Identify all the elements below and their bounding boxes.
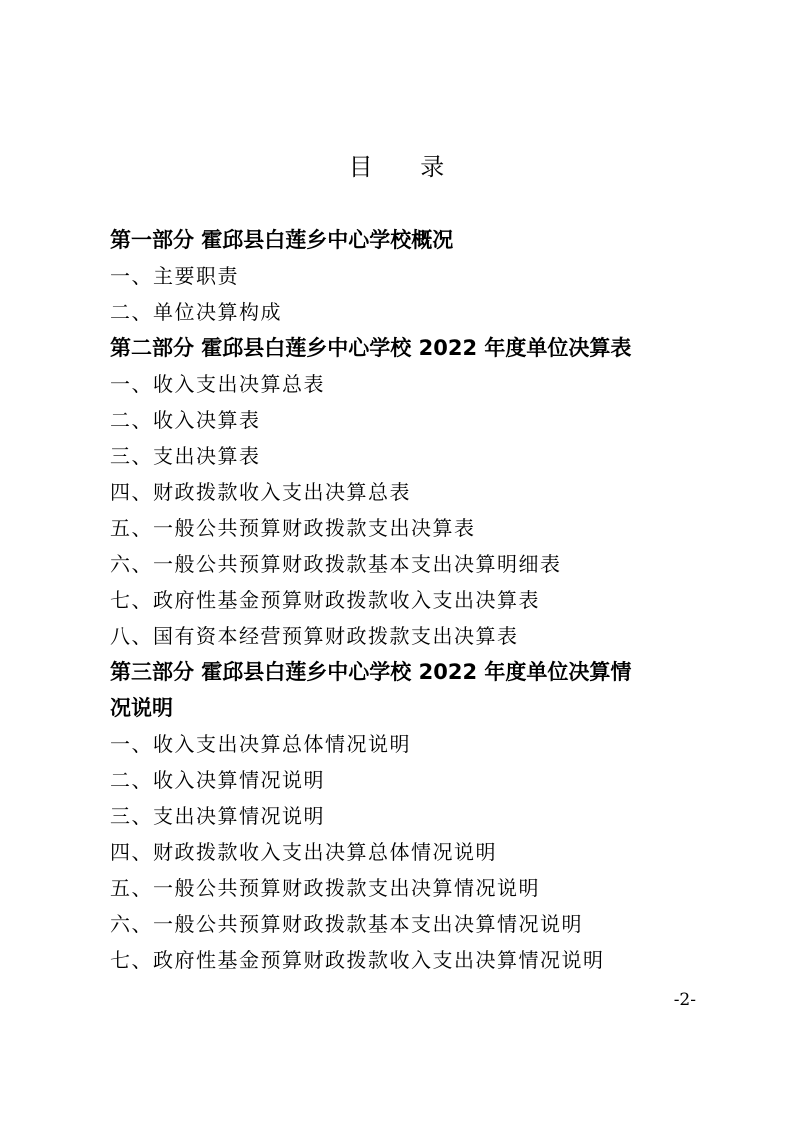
toc-part-3-heading-line-1: 第三部分 霍邱县白莲乡中心学校 2022 年度单位决算情: [110, 660, 632, 684]
toc-item[interactable]: 一、收入支出决算总表: [110, 372, 325, 396]
toc-item[interactable]: 六、一般公共预算财政拨款基本支出决算明细表: [110, 552, 562, 576]
toc-item[interactable]: 一、主要职责: [110, 264, 239, 288]
toc-item[interactable]: 七、政府性基金预算财政拨款收入支出决算表: [110, 588, 540, 612]
page-title: 目 录: [348, 153, 465, 181]
toc-item[interactable]: 三、支出决算情况说明: [110, 804, 325, 828]
toc-item[interactable]: 一、收入支出决算总体情况说明: [110, 732, 411, 756]
toc-item[interactable]: 二、收入决算表: [110, 408, 261, 432]
toc-part-3-heading[interactable]: [110, 654, 700, 726]
page-number: -2-: [673, 990, 696, 1010]
toc-item[interactable]: 四、财政拨款收入支出决算总表: [110, 480, 411, 504]
table-of-contents: [110, 222, 700, 978]
toc-item[interactable]: 三、支出决算表: [110, 444, 261, 468]
toc-item[interactable]: 六、一般公共预算财政拨款基本支出决算情况说明: [110, 912, 583, 936]
toc-item[interactable]: 二、单位决算构成: [110, 300, 282, 324]
toc-part-1-heading[interactable]: 第一部分 霍邱县白莲乡中心学校概况: [110, 228, 454, 252]
toc-item[interactable]: 二、收入决算情况说明: [110, 768, 325, 792]
toc-item[interactable]: 四、财政拨款收入支出决算总体情况说明: [110, 840, 497, 864]
toc-item[interactable]: 五、一般公共预算财政拨款支出决算表: [110, 516, 476, 540]
toc-item[interactable]: 五、一般公共预算财政拨款支出决算情况说明: [110, 876, 540, 900]
toc-item[interactable]: 七、政府性基金预算财政拨款收入支出决算情况说明: [110, 948, 605, 972]
toc-part-3-heading-line-2: 况说明: [110, 696, 173, 720]
toc-item[interactable]: 八、国有资本经营预算财政拨款支出决算表: [110, 624, 519, 648]
toc-part-2-heading[interactable]: 第二部分 霍邱县白莲乡中心学校 2022 年度单位决算表: [110, 336, 632, 360]
